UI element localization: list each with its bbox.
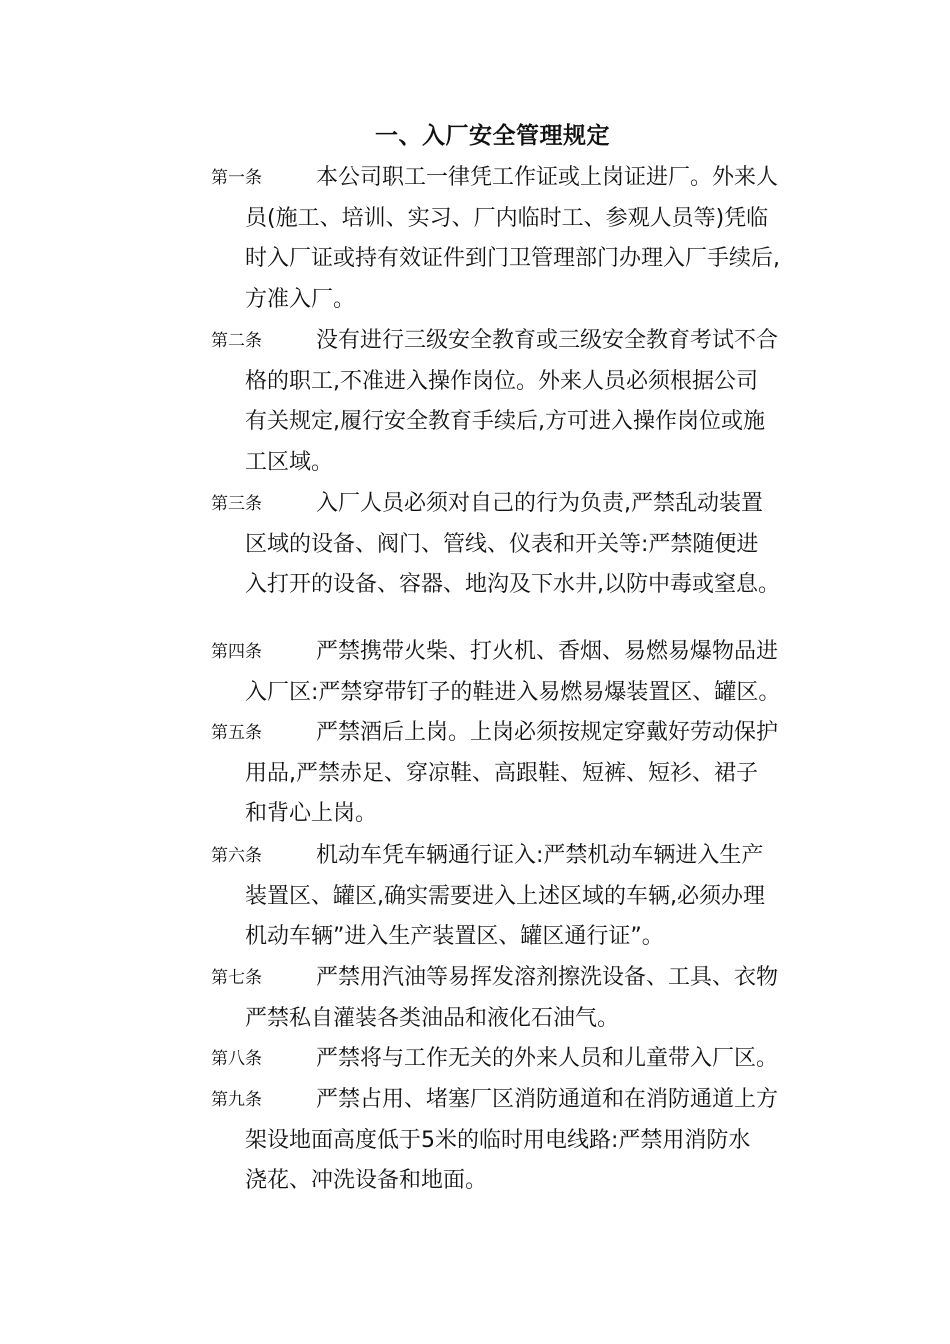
article-text-line: 员(施工、培训、实习、厂内临时工、参观人员等)凭临 <box>245 205 769 231</box>
article-number: 第八条 <box>211 1049 262 1069</box>
article-text-line: 格的职工,不准进入操作岗位。外来人员必须根据公司 <box>245 368 758 394</box>
article-text-line: 严禁携带火柴、打火机、香烟、易燃易爆物品进 <box>316 639 779 664</box>
article-number: 第五条 <box>211 723 262 743</box>
article-text-line: 入厂区:严禁穿带钉子的鞋进入易燃易爆装置区、罐区。 <box>245 679 781 705</box>
article-text-line: 有关规定,履行安全教育手续后,方可进入操作岗位或施 <box>245 409 765 435</box>
article-number: 第四条 <box>211 642 262 662</box>
article-text-line: 入打开的设备、容器、地沟及下水井,以防中毒或窒息。 <box>245 572 780 598</box>
article-text-line: 浇花、冲洗设备和地面。 <box>245 1168 488 1194</box>
article-text-line: 时入厂证或持有效证件到门卫管理部门办理入厂手续后, <box>245 246 780 272</box>
article-number: 第七条 <box>211 968 262 988</box>
article-number: 第二条 <box>211 331 262 351</box>
article-text-line: 和背心上岗。 <box>245 801 378 827</box>
article-text-line: 工区域。 <box>245 450 334 476</box>
article-text-line: 机动车凭车辆通行证入:严禁机动车辆进入生产 <box>316 843 764 868</box>
article-text-line: 严禁用汽油等易挥发溶剂擦洗设备、工具、衣物 <box>316 965 779 990</box>
article-text-line: 架设地面高度低于5米的临时用电线路:严禁用消防水 <box>245 1127 751 1153</box>
document-title: 一、入厂安全管理规定 <box>375 123 610 149</box>
article-text-line: 严禁占用、堵塞厂区消防通道和在消防通道上方 <box>316 1087 779 1112</box>
article-text-line: 区域的设备、阀门、管线、仪表和开关等:严禁随便进 <box>245 531 759 557</box>
article-text-line: 没有进行三级安全教育或三级安全教育考试不合 <box>316 328 779 353</box>
article-text-line: 方准入厂。 <box>245 287 356 313</box>
article-number: 第六条 <box>211 846 262 866</box>
article-text-line: 用品,严禁赤足、穿凉鞋、高跟鞋、短裤、短衫、裙子 <box>245 760 758 786</box>
article-number: 第九条 <box>211 1090 262 1110</box>
article-number: 第一条 <box>211 168 262 188</box>
article-text-line: 严禁酒后上岗。上岗必须按规定穿戴好劳动保护 <box>316 720 779 745</box>
article-text-line: 严禁将与工作无关的外来人员和儿童带入厂区。 <box>316 1046 779 1071</box>
article-text-line: 入厂人员必须对自己的行为负责,严禁乱动装置 <box>316 491 763 516</box>
article-text-line: 本公司职工一律凭工作证或上岗证进厂。外来人 <box>316 165 779 190</box>
article-text-line: 严禁私自灌装各类油品和液化石油气。 <box>245 1005 620 1031</box>
article-text-line: 装置区、罐区,确实需要进入上述区域的车辆,必须办理 <box>245 883 765 909</box>
article-text-line: 机动车辆”进入生产装置区、罐区通行证”。 <box>245 924 664 950</box>
article-number: 第三条 <box>211 494 262 514</box>
